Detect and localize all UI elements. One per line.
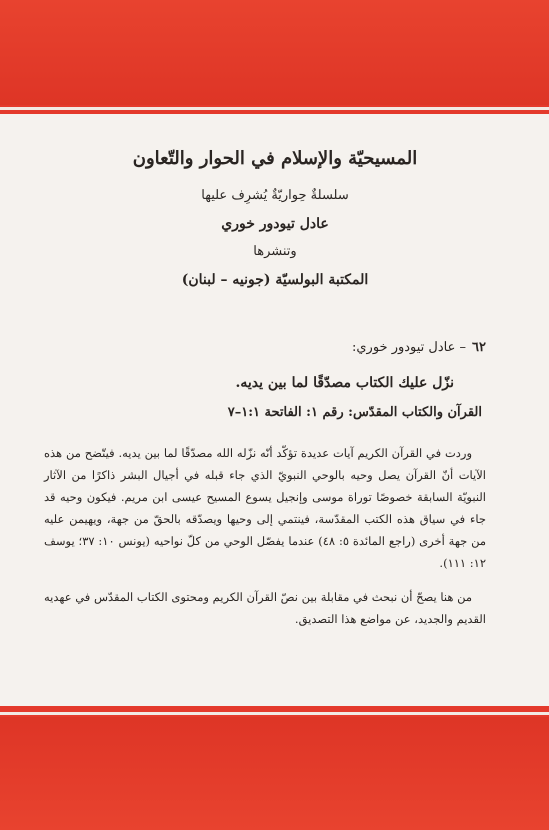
cover-bottom-band bbox=[0, 717, 549, 830]
body-paragraph-2: من هنا يصحّ أن نبحث في مقابلة بين نصّ القرآن الكريم ومحتوى الكتاب المقدّس في عهديه القديم والجديد، عن مواضع هذا التصديق. bbox=[44, 590, 486, 626]
bottom-divider-stripe bbox=[0, 712, 549, 715]
entry-number: ٦٢ bbox=[472, 340, 486, 355]
entry-title: نزّل عليك الكتاب مصدّقًا لما بين يديه. bbox=[235, 375, 454, 391]
header-block bbox=[60, 146, 490, 298]
entry-subtitle: القرآن والكتاب المقدّس: رقم ١: الفاتحة ١:١–٧ bbox=[227, 405, 482, 420]
publisher-name: المكتبة البولسيّة (جونيه – لبنان) bbox=[181, 272, 369, 288]
entry-block bbox=[44, 338, 486, 642]
top-divider-stripe bbox=[0, 107, 549, 110]
book-title: المسيحيّة والإسلام في الحوار والتّعاون bbox=[132, 148, 418, 169]
entry-author: – عادل تيودور خوري: bbox=[351, 340, 467, 355]
entry-heading bbox=[44, 338, 486, 358]
cover-top-band bbox=[0, 0, 549, 105]
series-line: سلسلةٌ حِواريّةٌ يُشرِف عليها bbox=[201, 188, 349, 203]
body-paragraph-1: وردت في القرآن الكريم آيات عديدة تؤكّد أنّه نزّله الله مصدّقًا لما بين يديه. فيتّضح من هذه الآيات أنّ القرآن يصل وحيه بالوحي النبويّ الذي جاء قبله في أجيال البشر ذاكرًا من الآثار النبويّة السابقة خصوصًا توراة موسى وإنجيل يسوع المسيح عيسى ابن مريم. فيكون وحيه قد جاء في سياق هذه الكتب المقدّسة، فينتمي إلى وحيها ويصدّقه بالحقّ من جهة، ويهيمن عليه من جهة أخرى (راجع المائدة ٥: ٤٨) عندما يفصّل الوحي من كلّ نواحيه (يونس ١٠: ٣٧؛ يوسف ١٢: ١١١). bbox=[44, 446, 487, 570]
editor-name: عادل تيودور خوري bbox=[221, 216, 329, 232]
published-by-line: وتنشرها bbox=[253, 244, 297, 259]
